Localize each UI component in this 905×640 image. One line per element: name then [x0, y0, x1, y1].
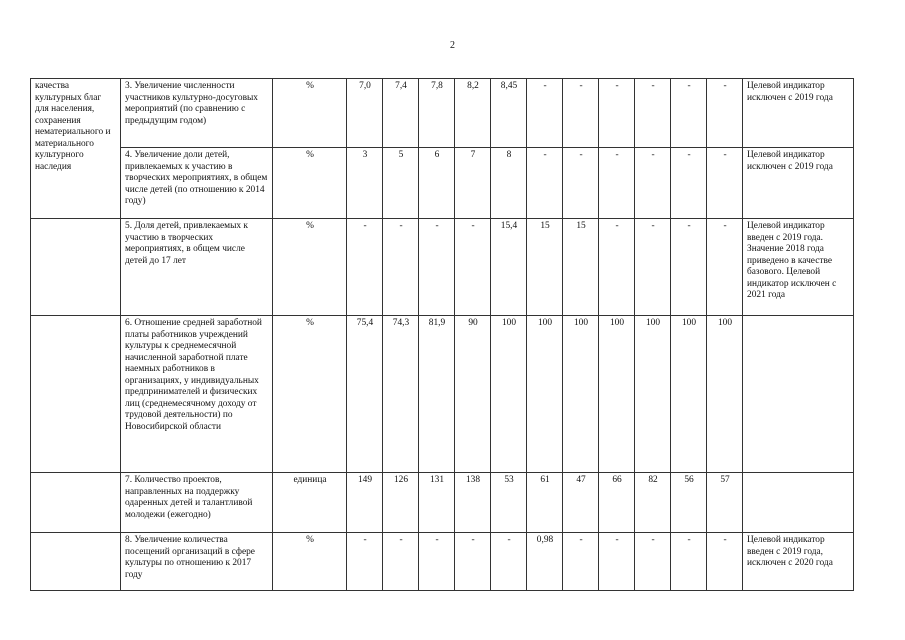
note-cell: Целевой индикатор исключен с 2019 года [743, 148, 854, 219]
goal-cell: качества культурных благ для населения, сохранения нематериального и материального культурного наследия [31, 79, 121, 219]
table-row [31, 533, 854, 591]
value-cell: - [635, 533, 671, 591]
value-cell: 149 [347, 473, 383, 533]
value-cell: 100 [599, 316, 635, 473]
value-cell: 82 [635, 473, 671, 533]
value-cell: - [599, 79, 635, 148]
value-cell: - [563, 79, 599, 148]
value-cell: - [527, 148, 563, 219]
note-cell: Целевой индикатор исключен с 2019 года [743, 79, 854, 148]
value-cell: 15 [527, 219, 563, 316]
value-cell: 100 [671, 316, 707, 473]
value-cell: - [635, 148, 671, 219]
value-cell: - [599, 533, 635, 591]
value-cell: 100 [527, 316, 563, 473]
table-row [31, 316, 854, 473]
note-cell [743, 316, 854, 473]
value-cell: 100 [563, 316, 599, 473]
value-cell: 0,98 [527, 533, 563, 591]
value-cell: 7 [455, 148, 491, 219]
unit-cell: % [273, 79, 347, 148]
table-row [31, 219, 854, 316]
value-cell: 66 [599, 473, 635, 533]
value-cell: - [707, 533, 743, 591]
note-cell: Целевой индикатор введен с 2019 года. Значение 2018 года приведено в качестве базового. Целевой индикатор исключен с 2021 года [743, 219, 854, 316]
value-cell: - [707, 219, 743, 316]
value-cell: 6 [419, 148, 455, 219]
note-cell: Целевой индикатор введен с 2019 года, исключен с 2020 года [743, 533, 854, 591]
table-row [31, 79, 854, 148]
unit-cell: % [273, 316, 347, 473]
value-cell: - [707, 148, 743, 219]
value-cell: 100 [707, 316, 743, 473]
value-cell: - [563, 533, 599, 591]
value-cell: - [671, 219, 707, 316]
value-cell: 100 [491, 316, 527, 473]
value-cell: - [635, 79, 671, 148]
value-cell: 56 [671, 473, 707, 533]
value-cell: 5 [383, 148, 419, 219]
unit-cell: % [273, 148, 347, 219]
value-cell: - [599, 148, 635, 219]
value-cell: - [599, 219, 635, 316]
value-cell: 7,4 [383, 79, 419, 148]
value-cell: - [347, 533, 383, 591]
unit-cell: % [273, 533, 347, 591]
value-cell: 90 [455, 316, 491, 473]
goal-cell-continuation [31, 219, 121, 316]
value-cell: - [671, 79, 707, 148]
value-cell: 3 [347, 148, 383, 219]
table-row [31, 148, 854, 219]
value-cell: 74,3 [383, 316, 419, 473]
value-cell: 138 [455, 473, 491, 533]
value-cell: 57 [707, 473, 743, 533]
value-cell: 81,9 [419, 316, 455, 473]
indicator-name: 3. Увеличение численности участников культурно-досуговых мероприятий (по сравнению с предыдущим годом) [121, 79, 273, 148]
indicator-name: 6. Отношение средней заработной платы работников учреждений культуры к среднемесячной начисленной заработной плате наемных работников в организациях, у индивидуальных предпринимателей и физических лиц (среднемесячному доходу от трудовой деятельности) по Новосибирской области [121, 316, 273, 473]
value-cell: 126 [383, 473, 419, 533]
note-cell [743, 473, 854, 533]
goal-cell-continuation [31, 533, 121, 591]
value-cell: - [455, 533, 491, 591]
value-cell: 8,2 [455, 79, 491, 148]
table-row [31, 473, 854, 533]
indicators-table [30, 78, 854, 591]
goal-cell-continuation [31, 316, 121, 473]
value-cell: 15,4 [491, 219, 527, 316]
value-cell: - [419, 533, 455, 591]
value-cell: 8 [491, 148, 527, 219]
value-cell: - [419, 219, 455, 316]
value-cell: 7,8 [419, 79, 455, 148]
value-cell: 7,0 [347, 79, 383, 148]
value-cell: 75,4 [347, 316, 383, 473]
value-cell: - [563, 148, 599, 219]
unit-cell: единица [273, 473, 347, 533]
indicator-name: 8. Увеличение количества посещений организаций в сфере культуры по отношению к 2017 году [121, 533, 273, 591]
value-cell: - [635, 219, 671, 316]
value-cell: 8,45 [491, 79, 527, 148]
value-cell: 15 [563, 219, 599, 316]
value-cell: 53 [491, 473, 527, 533]
indicator-name: 5. Доля детей, привлекаемых к участию в творческих мероприятиях, в общем числе детей до 17 лет [121, 219, 273, 316]
unit-cell: % [273, 219, 347, 316]
value-cell: - [455, 219, 491, 316]
page-number: 2 [450, 40, 455, 51]
indicator-name: 7. Количество проектов, направленных на поддержку одаренных детей и талантливой молодежи (ежегодно) [121, 473, 273, 533]
indicator-name: 4. Увеличение доли детей, привлекаемых к участию в творческих мероприятиях, в общем числе детей (по отношению к 2014 году) [121, 148, 273, 219]
goal-cell-continuation [31, 473, 121, 533]
value-cell: 100 [635, 316, 671, 473]
value-cell: 61 [527, 473, 563, 533]
value-cell: - [383, 533, 419, 591]
value-cell: - [347, 219, 383, 316]
value-cell: - [671, 533, 707, 591]
value-cell: - [491, 533, 527, 591]
value-cell: - [671, 148, 707, 219]
value-cell: 131 [419, 473, 455, 533]
value-cell: - [383, 219, 419, 316]
value-cell: - [707, 79, 743, 148]
value-cell: - [527, 79, 563, 148]
value-cell: 47 [563, 473, 599, 533]
